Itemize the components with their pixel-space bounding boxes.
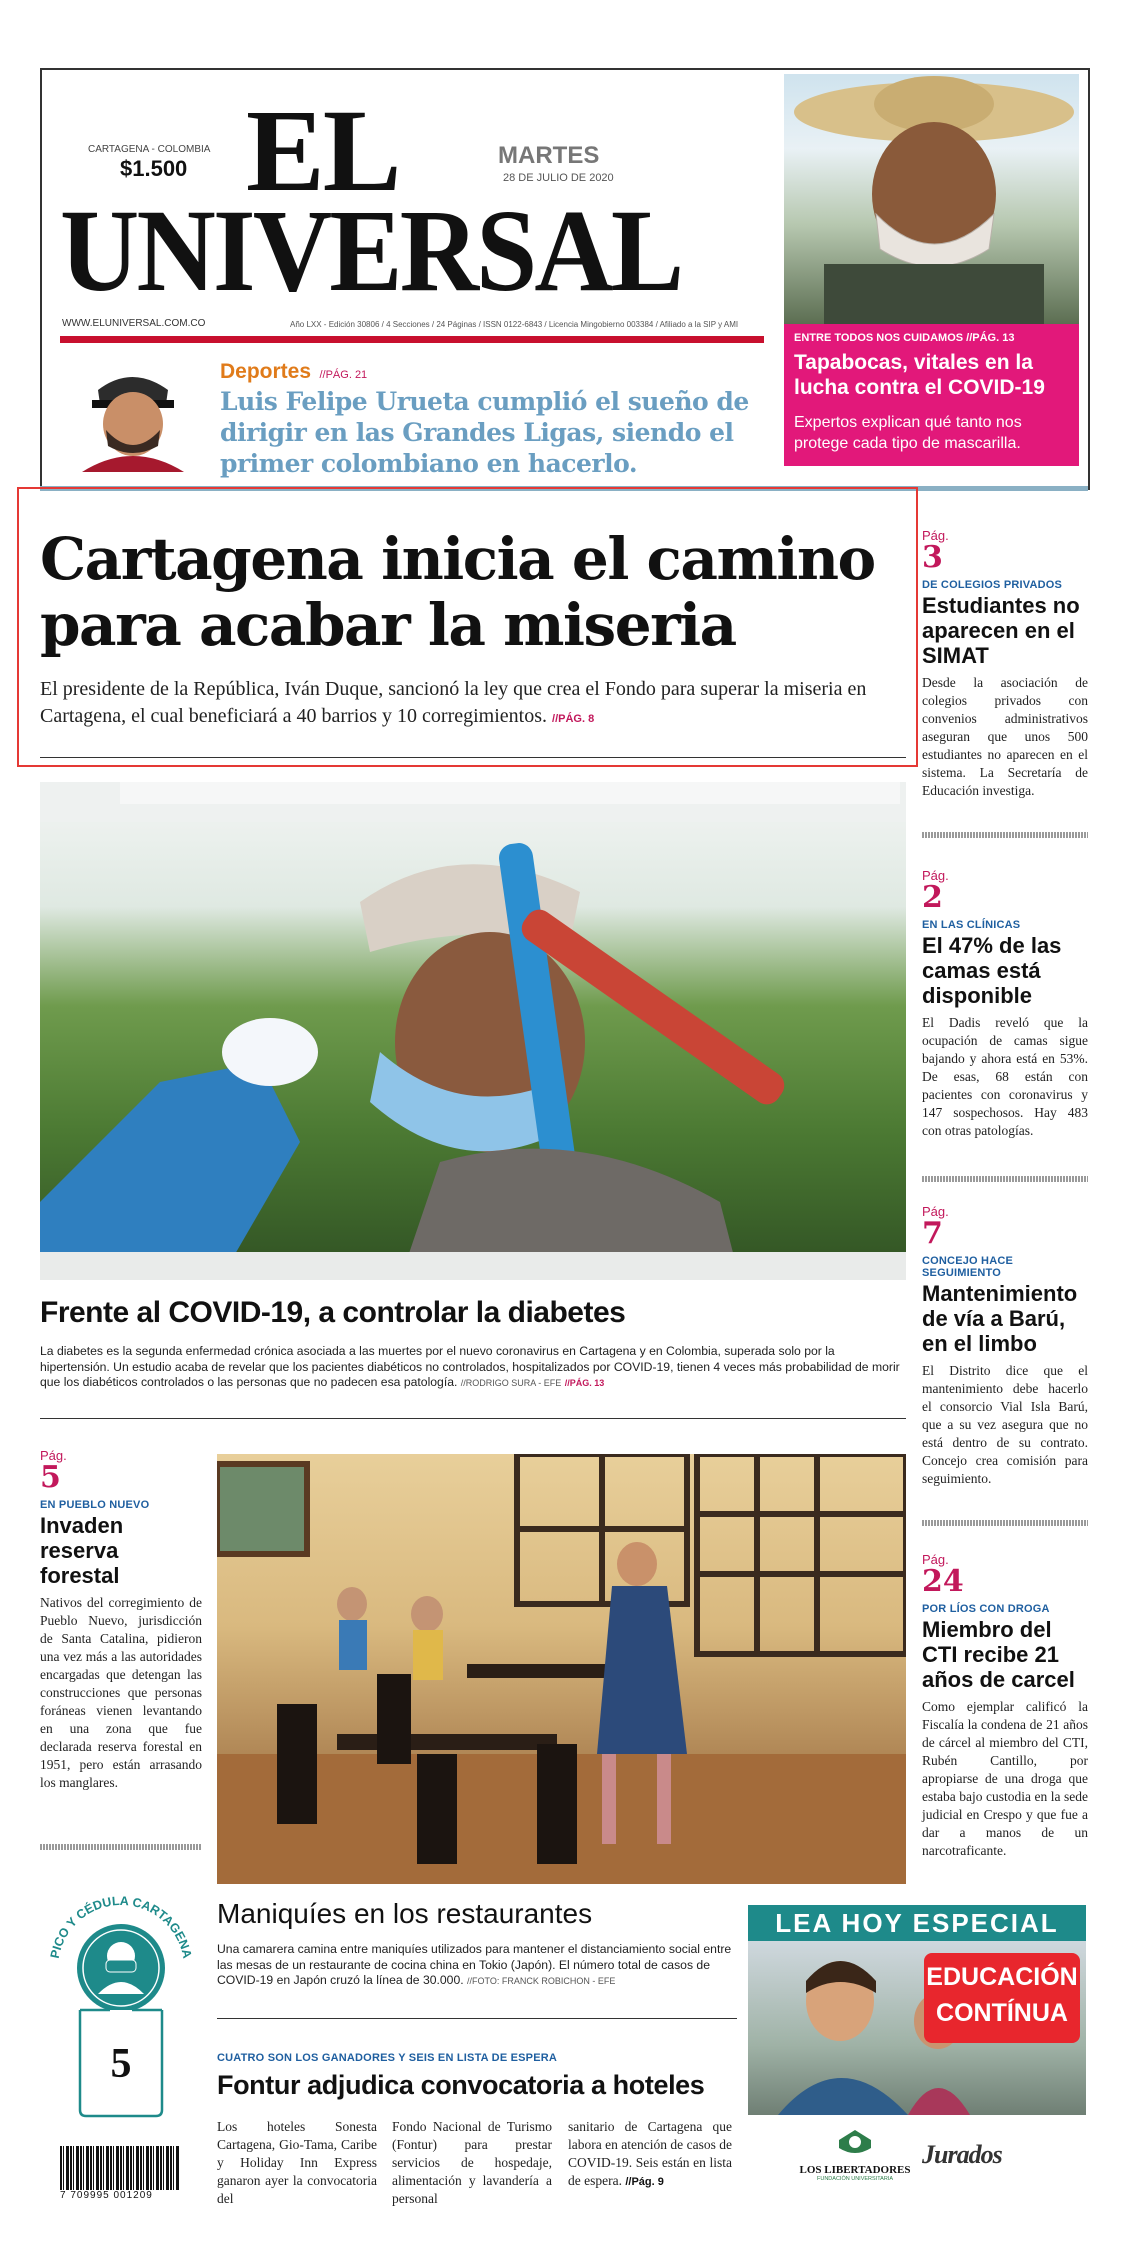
- special-ad-title-2: CONTÍNUA: [936, 1999, 1068, 2027]
- left-headline[interactable]: Invaden reserva forestal: [40, 1513, 124, 1588]
- right-4-pag-label: Pág.: [922, 1552, 949, 1567]
- restaurant-credit: //FOTO: FRANCK ROBICHON - EFE: [467, 1976, 616, 1986]
- sponsor-libertadores-sub: FUNDACIÓN UNIVERSITARIA: [817, 2176, 893, 2182]
- city-label: CARTAGENA - COLOMBIA: [88, 144, 211, 155]
- sponsor-libertadores[interactable]: [790, 2128, 920, 2188]
- special-ad-title-box: [924, 1953, 1080, 2043]
- right-divider-3: [922, 1520, 1088, 1526]
- lead-body: [40, 676, 902, 733]
- right-3-body: El Distrito dice que el mantenimiento debe hacerlo el consorcio Vial Isla Barú, que a su vez asegura que no está dentro de su contrato. Concejo crea comisión para seguimiento.: [922, 1363, 1088, 1486]
- lead-headline-line1: Cartagena inicia el camino: [40, 525, 875, 593]
- newspaper-logo[interactable]: [60, 85, 770, 328]
- left-divider: [40, 1844, 202, 1850]
- right-2-headline[interactable]: El 47% de las camas está disponible: [922, 933, 1062, 1008]
- pico-cedula-number: 5: [110, 2041, 132, 2087]
- price: $1.500: [120, 156, 188, 181]
- special-ad[interactable]: [748, 1905, 1086, 2115]
- logo-line-el: EL: [246, 85, 400, 216]
- covid-body-text: La diabetes es la segunda enfermedad crónica asociada a las muertes por el nuevo coronavirus en Cartagena y en Colombia, superada solo por la hipertensión. Un estudio acaba de revelar que los pacientes diabéticos no controlados, hospitalizados por COVID-19, tienen 4 veces más probabilidad de morir que los diabéticos controlados o las personas que no padecen esa patología.: [40, 1344, 900, 1389]
- right-story-4[interactable]: [922, 1552, 1088, 1860]
- restaurant-scene-icon: [217, 1454, 906, 1884]
- sports-section-label: Deportes: [220, 360, 312, 383]
- right-2-pag-num[interactable]: 2: [922, 880, 943, 915]
- lead-headline-line2: para acabar la miseria: [40, 591, 736, 659]
- covid-credit: //RODRIGO SURA - EFE: [460, 1378, 562, 1388]
- promo-headline[interactable]: Tapabocas, vitales en la lucha contra el COVID-19: [794, 351, 1045, 399]
- right-2-kicker: EN LAS CLÍNICAS: [922, 919, 1021, 931]
- barcode: [60, 2146, 180, 2206]
- man-with-mask-icon: [784, 74, 1079, 324]
- restaurant-body-text: Una camarera camina entre maniquíes utilizados para mantener el distanciamiento social entre las mesas de un restaurante de cocina china en Tokio (Japón). El número total de casos de COVID-19 en Japón cruzó la línea de 30.000.: [217, 1942, 732, 1987]
- fontur-headline[interactable]: Fontur adjudica convocatoria a hoteles: [217, 2070, 705, 2100]
- right-2-pag-label: Pág.: [922, 868, 949, 883]
- edition-info: Año LXX - Edición 30806 / 4 Secciones / 24 Páginas / ISSN 0122-6843 / Licencia Mingobierno 003384 / Afiliado a la SIP y AMI: [290, 320, 739, 329]
- restaurant-body: [217, 1942, 737, 1990]
- fontur-page-ref[interactable]: //Pág. 9: [625, 2176, 664, 2188]
- coach-portrait-icon: [62, 360, 204, 472]
- barcode-number: 7 709995 001209: [60, 2190, 153, 2201]
- libertadores-logo-icon: [835, 2128, 875, 2158]
- date-day: MARTES: [498, 142, 600, 169]
- right-3-pag-num[interactable]: 7: [922, 1216, 943, 1251]
- right-4-headline[interactable]: Miembro del CTI recibe 21 años de carcel: [922, 1617, 1075, 1692]
- right-divider-1: [922, 832, 1088, 838]
- right-1-body: Desde la asociación de colegios privados con convenios administrativos aseguran que unos 500 estudiantes no aparecen en el sistema. La Secretaría de Educación investiga.: [922, 675, 1088, 798]
- promo-page-ref[interactable]: //PÁG. 13: [966, 332, 1015, 344]
- right-story-1[interactable]: [922, 528, 1088, 800]
- right-1-pag-num[interactable]: 3: [922, 540, 943, 575]
- right-3-kicker: CONCEJO HACE SEGUIMIENTO: [922, 1255, 1014, 1279]
- right-3-pag-label: Pág.: [922, 1204, 949, 1219]
- promo-kicker: ENTRE TODOS NOS CUIDAMOS: [794, 332, 964, 344]
- right-1-headline[interactable]: Estudiantes no aparecen en el SIMAT: [922, 593, 1080, 668]
- lead-rule: [40, 757, 906, 758]
- fontur-kicker: CUATRO SON LOS GANADORES Y SEIS EN LISTA DE ESPERA: [217, 2052, 558, 2064]
- barcode-bars: [60, 2146, 180, 2190]
- right-1-pag-label: Pág.: [922, 528, 949, 543]
- covid-test-scene-icon: [40, 782, 906, 1280]
- right-3-headline[interactable]: Mantenimiento de vía a Barú, en el limbo: [922, 1281, 1078, 1356]
- sports-photo[interactable]: [62, 360, 204, 472]
- restaurant-rule: [217, 2018, 737, 2019]
- sports-headline[interactable]: Luis Felipe Urueta cumplió el sueño de dirigir en las Grandes Ligas, siendo el primer colombiano en hacerlo.: [220, 387, 749, 478]
- left-kicker: EN PUEBLO NUEVO: [40, 1499, 150, 1511]
- pico-cedula-label: PICO Y CÉDULA CARTAGENA: [47, 1893, 195, 1960]
- left-pag-num[interactable]: 5: [40, 1460, 61, 1495]
- covid-test-photo[interactable]: [40, 782, 906, 1280]
- right-4-pag-num[interactable]: 24: [922, 1564, 964, 1599]
- restaurant-headline[interactable]: Maniquíes en los restaurantes: [217, 1898, 593, 1929]
- right-4-kicker: POR LÍOS CON DROGA: [922, 1603, 1050, 1615]
- lead-body-text: El presidente de la República, Iván Duque, sancionó la ley que crea el Fondo para superar la miseria en Cartagena, el cual beneficiará a 40 barrios y 10 corregimientos.: [40, 678, 867, 727]
- covid-body: [40, 1344, 906, 1392]
- right-2-body: El Dadis reveló que la ocupación de camas sigue bajando y ahora está en 53%. De esas, 68 están con pacientes con coronavirus y 147 sospechosos. Hay 483 con otras patologías.: [922, 1015, 1088, 1138]
- special-ad-banner: LEA HOY ESPECIAL: [748, 1905, 1086, 1941]
- date-full: 28 DE JULIO DE 2020: [503, 172, 614, 184]
- special-ad-title-1: EDUCACIÓN: [926, 1963, 1078, 1991]
- sponsor-libertadores-name: LOS LIBERTADORES: [799, 2164, 911, 2176]
- logo-line-universal: UNIVERSAL: [60, 185, 682, 316]
- lead-page-ref[interactable]: //PÁG. 8: [552, 713, 595, 725]
- left-body: Nativos del corregimiento de Pueblo Nuevo, jurisdicción de Santa Catalina, pidieron una vez más a las autoridades encargadas que detengan las construcciones que personas foráneas vienen levantando en una zona que fue declarada reserva forestal en 1951, pero están arrasando los manglares.: [40, 1595, 202, 1790]
- covid-rule: [40, 1418, 906, 1419]
- masthead-rule: [60, 336, 764, 343]
- left-pag-label: Pág.: [40, 1448, 67, 1463]
- fontur-col-1: Los hoteles Sonesta Cartagena, Gio-Tama, Caribe y Holiday Inn Express ganaron ayer la convocatoria del: [217, 2119, 377, 2206]
- right-4-body: Como ejemplar calificó la Fiscalía la condena de 21 años de cárcel al miembro del CTI, Rubén Cantillo, por apropiarse de una droga que estaba bajo custodia en la sede judicial en Crespo y que fue a dar a manos de un narcotraficante.: [922, 1699, 1088, 1858]
- pico-cedula-badge[interactable]: [40, 1870, 202, 2120]
- fontur-col-3-text: sanitario de Cartagena que labora en atención de casos de COVID-19. Seis están en lista de espera.: [568, 2119, 732, 2188]
- lead-headline[interactable]: [40, 526, 900, 658]
- right-divider-2: [922, 1176, 1088, 1182]
- right-story-2[interactable]: [922, 868, 1088, 1140]
- sports-page-ref[interactable]: //PÁG. 21: [319, 369, 368, 381]
- covid-page-ref[interactable]: //PÁG. 13: [564, 1378, 605, 1388]
- right-1-kicker: DE COLEGIOS PRIVADOS: [922, 579, 1063, 591]
- promo-body: Expertos explican qué tanto nos protege cada tipo de mascarilla.: [794, 414, 1022, 452]
- promo-box[interactable]: [784, 324, 1079, 466]
- left-story[interactable]: [40, 1448, 202, 1792]
- fontur-col-3: [568, 2118, 732, 2191]
- sponsor-jurados[interactable]: Jurados: [922, 2140, 1002, 2169]
- fontur-col-2: Fondo Nacional de Turismo (Fontur) para prestar servicios de hospedaje, alimentación y lavandería a personal: [392, 2119, 552, 2206]
- promo-photo[interactable]: [784, 74, 1079, 324]
- restaurant-photo[interactable]: [217, 1454, 906, 1884]
- right-story-3[interactable]: [922, 1204, 1088, 1488]
- website-link[interactable]: WWW.ELUNIVERSAL.COM.CO: [62, 318, 206, 329]
- covid-headline[interactable]: Frente al COVID-19, a controlar la diabetes: [40, 1296, 626, 1329]
- sports-section[interactable]: [220, 360, 367, 384]
